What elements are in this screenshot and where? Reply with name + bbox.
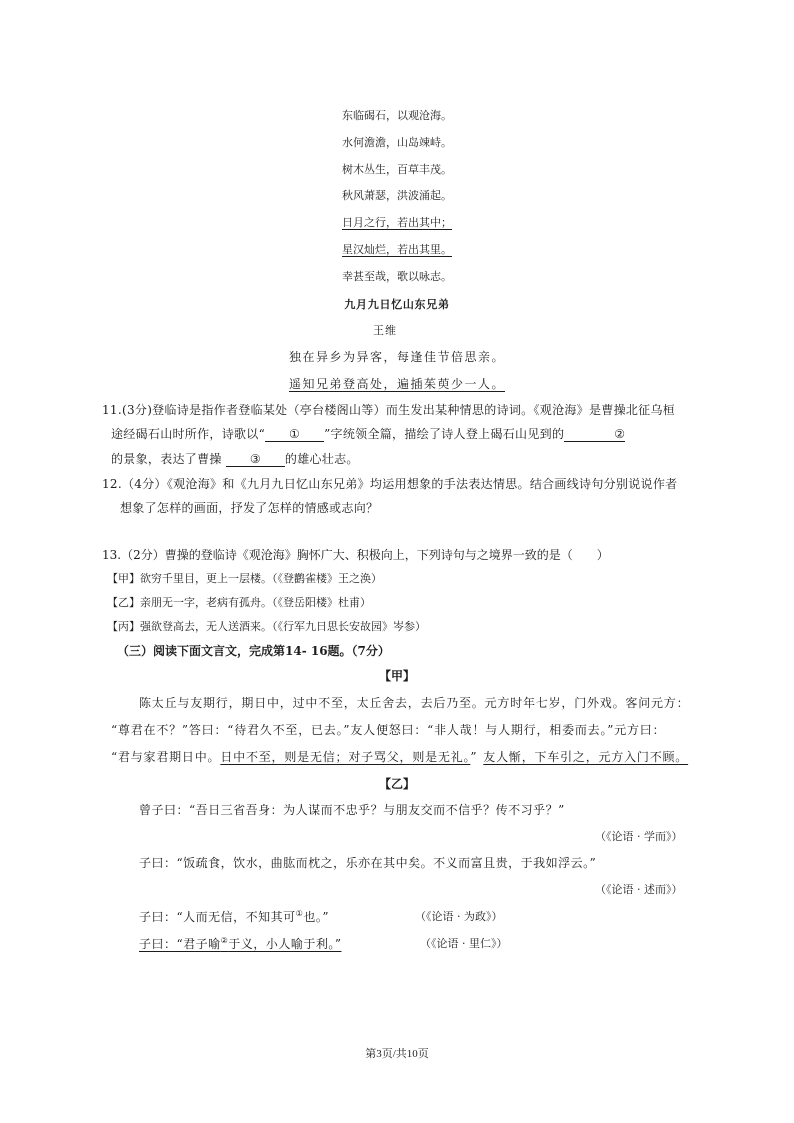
poem1-line-6 <box>0 242 794 258</box>
q11-line-2-mid: ”字统领全篇，描绘了诗人登上碣石山见到的 <box>324 427 565 441</box>
q13-stem: 13.（2分）曹操的登临诗《观沧海》胸怀广大、积极向上，下列诗句与之境界一致的是（ ） <box>102 548 609 562</box>
text-yi-label: 【乙】 <box>378 777 415 791</box>
text-yi-item-3-source: （《论语 · 为政》） <box>415 910 503 923</box>
q13-option-jia: 【甲】欲穷千里目，更上一层楼。（《登鹳雀楼》王之涣） <box>107 572 382 585</box>
poem1-line-6-underlined: 星汉灿烂，若出其里。 <box>342 243 452 256</box>
text-yi-item-4-source: （《论语 · 里仁》） <box>420 937 508 950</box>
poem1-line-5 <box>0 215 794 231</box>
footnote-marker-1: ① <box>295 909 304 918</box>
text-yi-item-2: 子曰：“饭疏食，饮水，曲肱而枕之，乐亦在其中矣。不义而富且贵，于我如浮云。” <box>139 856 597 870</box>
poem1-line-3: 树木丛生，百草丰茂。 <box>342 163 452 176</box>
poem2-title: 九月九日忆山东兄弟 <box>344 298 450 311</box>
text-yi-item-4-b: 于义，小人喻于利。” <box>228 937 342 951</box>
q13-option-bing: 【丙】强欲登高去，无人送酒来。（《行军九日思长安故园》岑参） <box>107 620 426 633</box>
text-yi-item-1-source: （《论语 · 学而》） <box>595 830 683 843</box>
poem1-line-1: 东临碣石，以观沧海。 <box>342 109 452 122</box>
q11-line-2 <box>111 426 625 442</box>
poem1-line-5-underlined: 日月之行，若出其中； <box>342 216 452 229</box>
q11-line-1: 11.(3分)登临诗是指作者登临某处（亭台楼阁山等）而生发出某种情思的诗词。《观沧海》是曹操北征乌桓 <box>102 403 676 417</box>
page-number-footer: 第3页/共10页 <box>365 1048 429 1060</box>
text-yi-item-3-a: 子曰：“人而无信，不知其可 <box>139 910 296 924</box>
q13-option-yi: 【乙】亲朋无一字，老病有孤舟。（《登岳阳楼》杜甫） <box>107 596 371 609</box>
q11-line-3-post: 的雄心壮志。 <box>284 452 359 466</box>
q11-line-3 <box>111 451 359 467</box>
poem2-line-1: 独在异乡为异客，每逢佳节倍思亲。 <box>288 350 505 364</box>
text-yi-item-4-underlined <box>139 937 341 951</box>
text-yi-item-2-source: （《论语 · 述而》） <box>595 883 683 896</box>
text-yi-item-3-b: 也。” <box>303 910 329 924</box>
text-jia-line-3 <box>111 749 688 765</box>
reading-section-heading: （三）阅读下面文言文，完成第14- 16题。（7分） <box>117 644 390 658</box>
q11-line-3-pre: 的景象，表达了曹操 <box>111 452 226 466</box>
text-jia-line-2: “尊君在不？”答曰：“待君久不至，已去。”友人便怒曰：“非人哉！与人期行，相委而去。”元方曰： <box>111 723 666 737</box>
text-jia-line-3-a: “君与家君期日中。 <box>111 750 221 764</box>
text-yi-item-3 <box>139 909 329 925</box>
poem2-line-2 <box>0 376 794 392</box>
text-jia-line-3-quote: ” <box>470 750 478 764</box>
q12-line-2: 想象了怎样的画面，抒发了怎样的情感或志向？ <box>120 501 379 515</box>
poem1-line-2: 水何澹澹，山岛竦峙。 <box>342 136 452 149</box>
text-jia-line-3-underlined-2: 友人惭，下车引之，元方入门不顾。 <box>483 750 689 764</box>
q11-blank-3: ③ <box>226 453 285 467</box>
q12-line-1: 12.（4分）《观沧海》和《九月九日忆山东兄弟》均运用想象的手法表达情思。结合画线诗句分别说说作者 <box>102 477 678 491</box>
text-jia-line-1: 陈太丘与友期行，期日中，过中不至，太丘舍去，去后乃至。元方时年七岁，门外戏。客问元方： <box>139 696 690 710</box>
text-yi-item-4-a: 子曰：“君子喻 <box>139 937 221 951</box>
q11-blank-1: ① <box>265 428 324 442</box>
q11-blank-2: ② <box>564 428 625 442</box>
text-jia-label: 【甲】 <box>378 669 415 683</box>
text-yi-item-4 <box>139 936 341 952</box>
poem2-line-2-underlined: 遥知兄弟登高处，遍插茱萸少一人。 <box>288 377 505 391</box>
q11-line-2-pre: 途经碣石山时所作，诗歌以“ <box>111 427 266 441</box>
text-yi-item-1: 曾子曰：“吾日三省吾身：为人谋而不忠乎？与朋友交而不信乎？传不习乎？” <box>139 803 565 817</box>
poem2-author: 王维 <box>373 324 397 337</box>
footnote-marker-2: ② <box>220 936 229 945</box>
poem1-line-4: 秋风萧瑟，洪波涌起。 <box>342 189 452 202</box>
text-jia-line-3-underlined-1: 日中不至，则是无信；对子骂父，则是无礼。 <box>220 750 471 764</box>
poem1-line-7: 幸甚至哉，歌以咏志。 <box>342 270 452 283</box>
